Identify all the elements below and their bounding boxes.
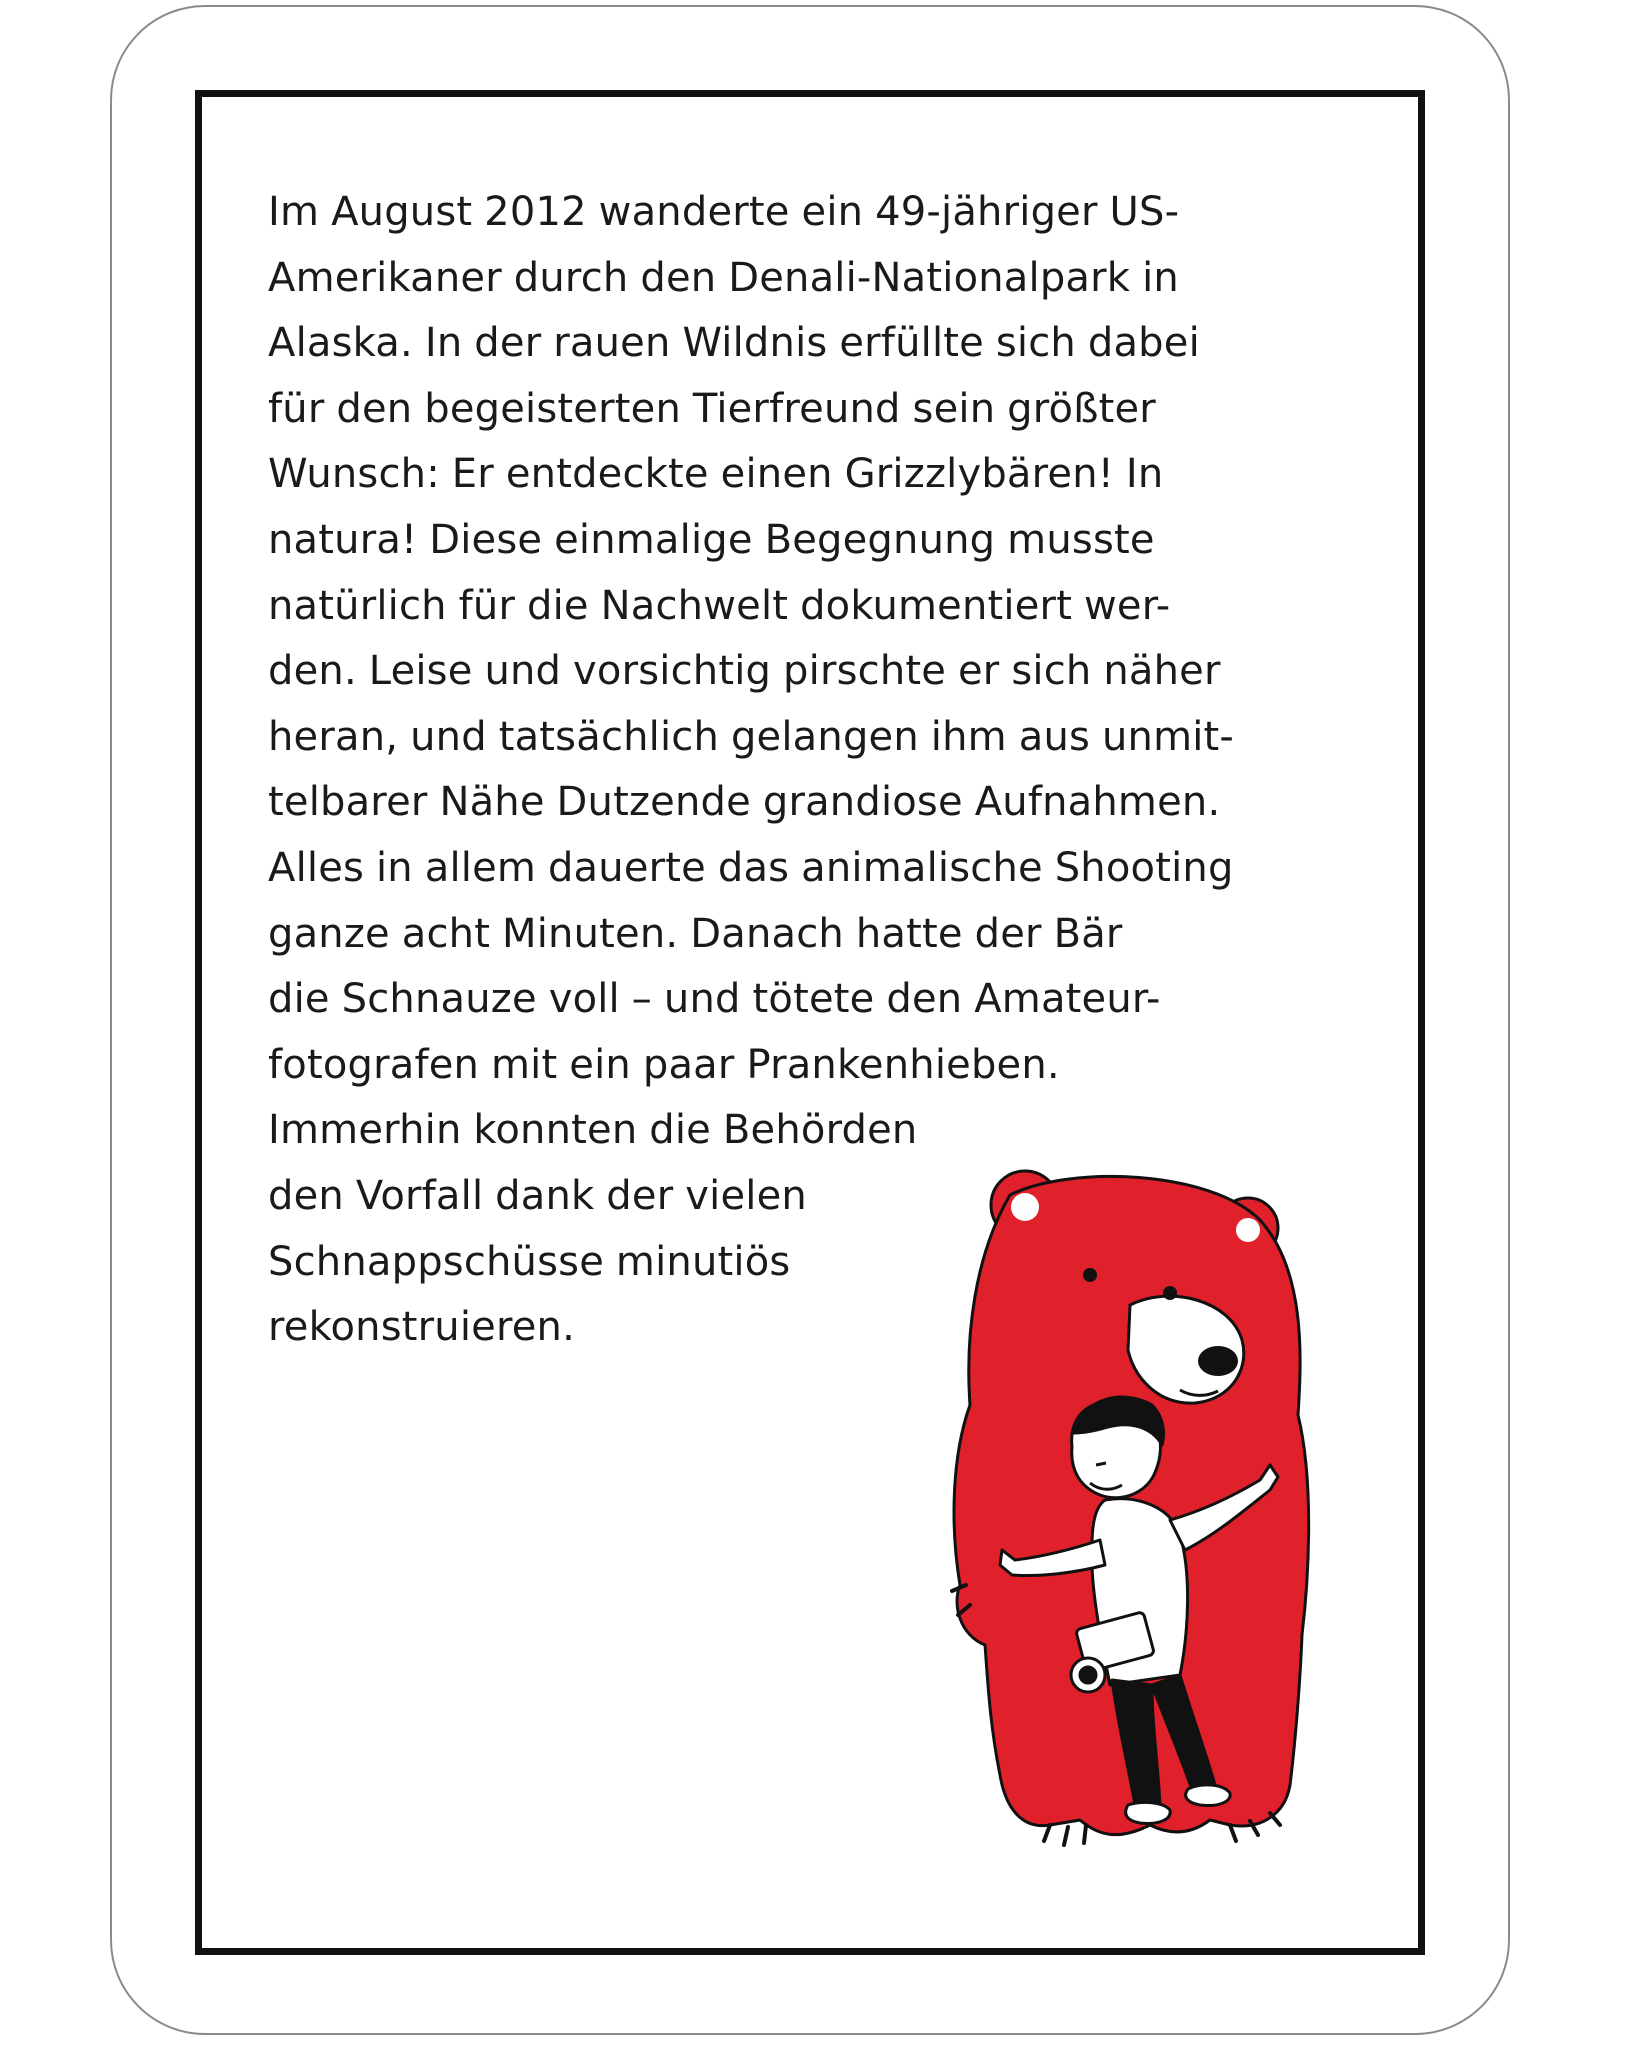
story-line: telbarer Nähe Dutzende grandiose Aufnahmen. [268,779,1221,826]
story-line: fotografen mit ein paar Prankenhieben. [268,1041,1060,1088]
story-line: natürlich für die Nachwelt dokumentiert wer- [268,582,1171,629]
story-line: heran, und tatsächlich gelangen ihm aus unmit- [268,713,1235,760]
story-line: den. Leise und vorsichtig pirschte er sich näher [268,648,1221,695]
story-line: Alles in allem dauerte das animalische Shooting [268,844,1234,891]
bear-hugging-photographer-icon [930,1165,1350,1865]
story-line: für den begeisterten Tierfreund sein größter [268,385,1156,432]
story-line: rekonstruieren. [268,1304,576,1351]
story-line: den Vorfall dank der vielen [268,1172,807,1219]
story-line: Wunsch: Er entdeckte einen Grizzlybären! In [268,451,1164,498]
story-line: Schnappschüsse minutiös [268,1238,791,1285]
story-line: Alaska. In der rauen Wildnis erfüllte sich dabei [268,320,1200,367]
story-line: Amerikaner durch den Denali-Nationalpark in [268,254,1179,301]
story-line: die Schnauze voll – und tötete den Amateur- [268,976,1161,1023]
story-line: ganze acht Minuten. Danach hatte der Bär [268,910,1123,957]
story-line: Im August 2012 wanderte ein 49-jähriger US- [268,189,1180,235]
story-line: natura! Diese einmalige Begegnung musste [268,516,1155,563]
story-line: Immerhin konnten die Behörden [268,1107,918,1154]
